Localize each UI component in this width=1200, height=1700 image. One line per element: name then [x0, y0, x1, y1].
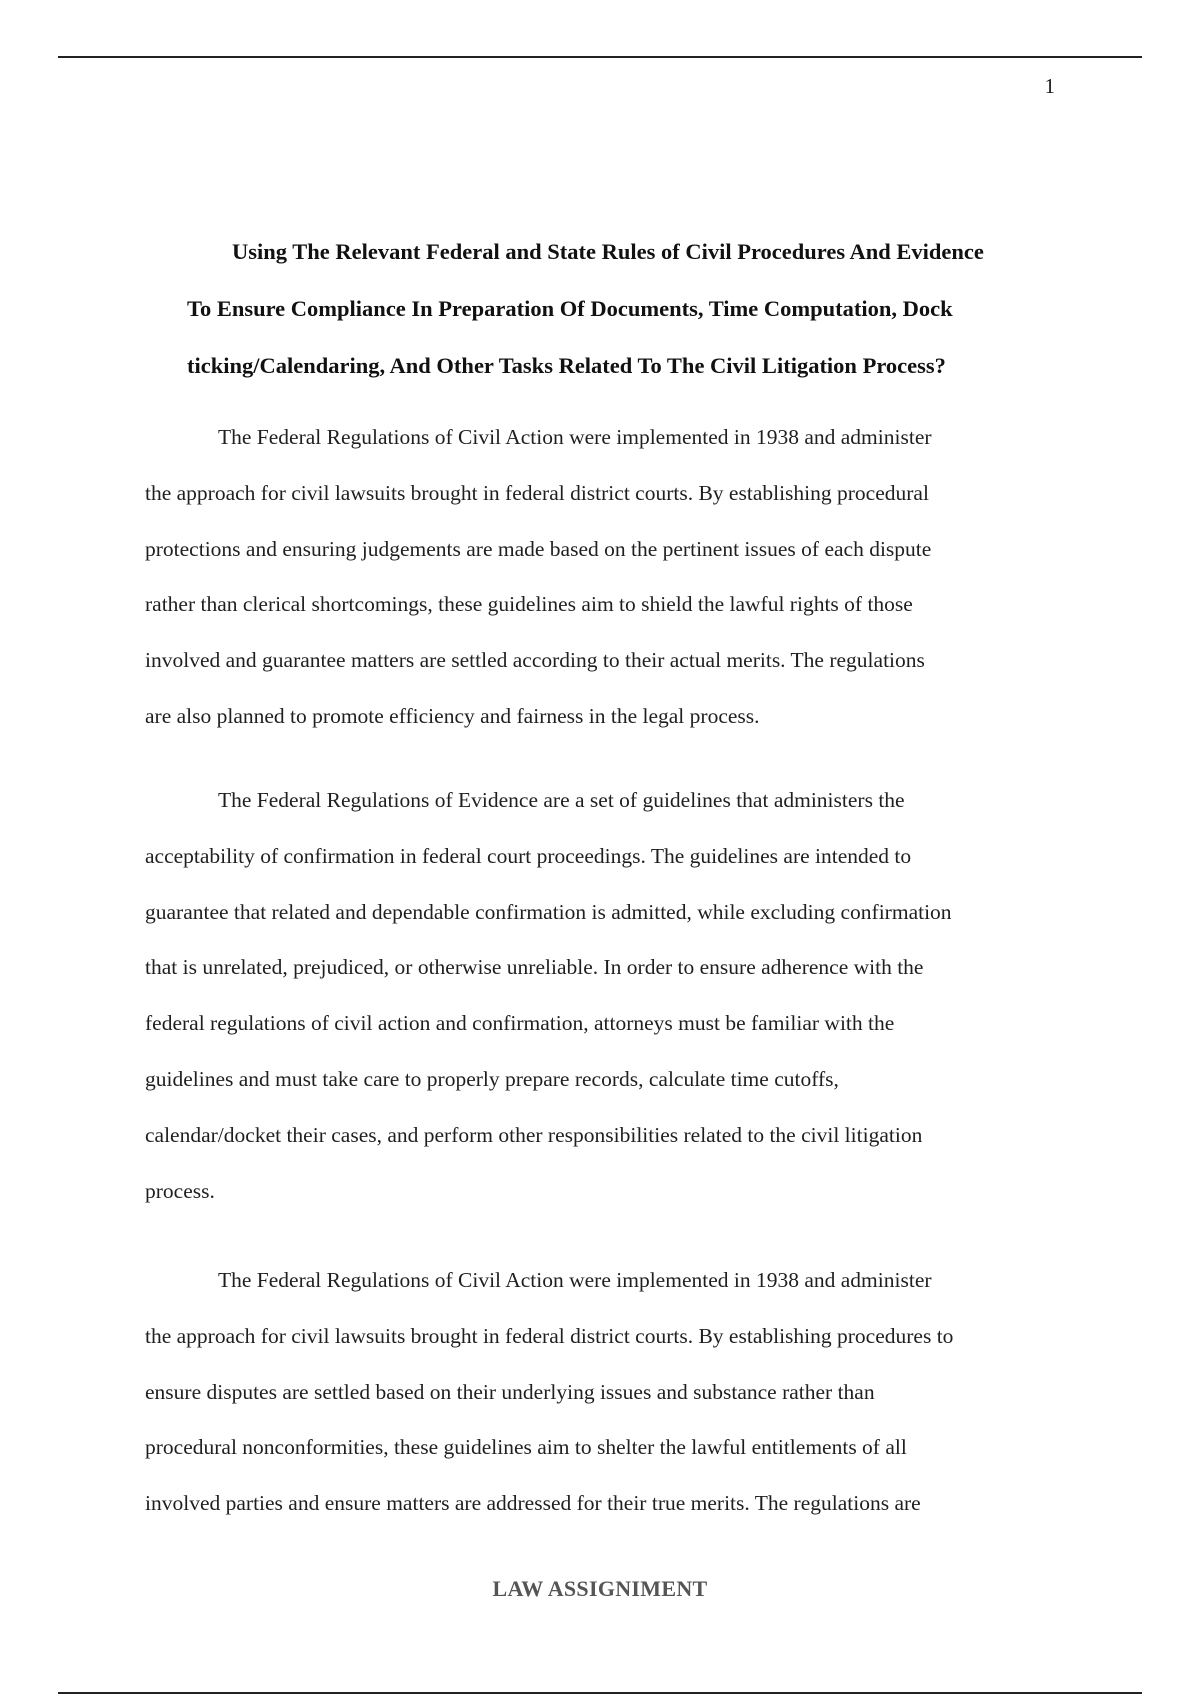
paragraph-civil-action-repeat	[145, 1253, 1065, 1532]
title-line: ticking/Calendaring, And Other Tasks Related To The Civil Litigation Process?	[187, 353, 946, 378]
paragraph-line: acceptability of confirmation in federal court proceedings. The guidelines are intended to	[145, 843, 912, 868]
paragraph-line: are also planned to promote efficiency and fairness in the legal process.	[145, 703, 760, 728]
paragraph-line: the approach for civil lawsuits brought in federal district courts. By establishing procedures to	[145, 1323, 954, 1348]
paragraph-line: The Federal Regulations of Civil Action were implemented in 1938 and administer	[218, 1268, 932, 1292]
paragraph-line: The Federal Regulations of Civil Action were implemented in 1938 and administer	[218, 425, 932, 449]
paragraph-line: process.	[145, 1178, 215, 1203]
paragraph-line: guarantee that related and dependable confirmation is admitted, while excluding confirmation	[145, 899, 952, 924]
title-line: To Ensure Compliance In Preparation Of Documents, Time Computation, Dock	[187, 296, 953, 321]
footer-rule	[58, 1692, 1142, 1694]
page-number: 1	[1044, 74, 1055, 98]
paragraph-evidence	[145, 773, 1065, 1219]
paragraph-line: federal regulations of civil action and confirmation, attorneys must be familiar with the	[145, 1011, 895, 1036]
paragraph-line: ensure disputes are settled based on their underlying issues and substance rather than	[145, 1379, 875, 1404]
footer-label: LAW ASSIGNIMENT	[492, 1576, 708, 1601]
document-title	[145, 223, 1055, 394]
paragraph-civil-action	[145, 410, 1065, 745]
header-rule	[58, 56, 1142, 58]
paragraph-line: the approach for civil lawsuits brought in federal district courts. By establishing procedural	[145, 480, 929, 505]
paragraph-line: involved and guarantee matters are settled according to their actual merits. The regulations	[145, 648, 925, 673]
paragraph-line: calendar/docket their cases, and perform other responsibilities related to the civil litigation	[145, 1122, 923, 1147]
paragraph-line: protections and ensuring judgements are made based on the pertinent issues of each dispute	[145, 536, 932, 561]
paragraph-line: procedural nonconformities, these guidelines aim to shelter the lawful entitlements of all	[145, 1435, 907, 1460]
paragraph-line: that is unrelated, prejudiced, or otherwise unreliable. In order to ensure adherence with the	[145, 955, 924, 980]
paragraph-line: The Federal Regulations of Evidence are a set of guidelines that administers the	[218, 788, 905, 812]
paragraph-line: involved parties and ensure matters are addressed for their true merits. The regulations are	[145, 1491, 921, 1516]
paragraph-line: rather than clerical shortcomings, these guidelines aim to shield the lawful rights of those	[145, 592, 913, 617]
title-line: Using The Relevant Federal and State Rules of Civil Procedures And Evidence	[232, 239, 984, 264]
paragraph-line: guidelines and must take care to properly prepare records, calculate time cutoffs,	[145, 1066, 839, 1091]
